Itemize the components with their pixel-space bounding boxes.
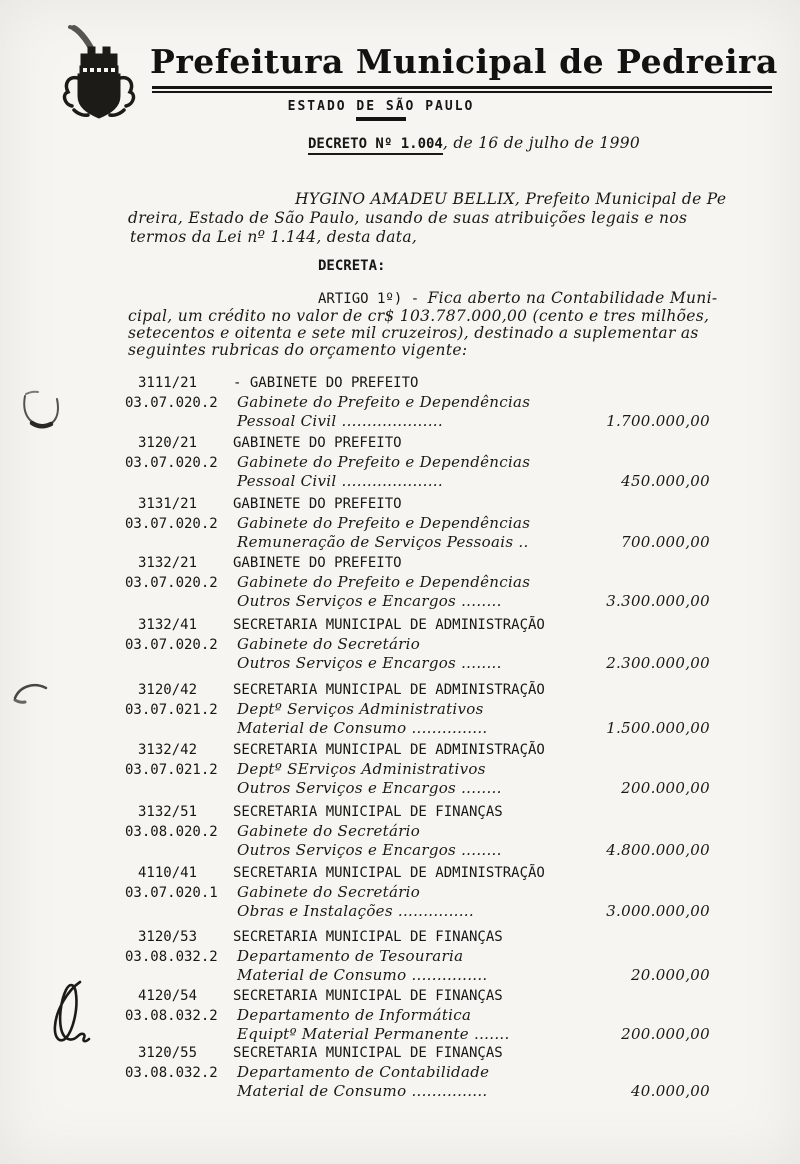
program-code: 03.07.021.2 <box>125 702 218 718</box>
budget-item: Obras e Instalações ............... <box>237 902 474 920</box>
budget-row <box>125 682 710 740</box>
budget-amount: 1.500.000,00 <box>606 719 710 737</box>
preamble-line: termos da Lei nº 1.144, desta data, <box>130 228 418 246</box>
budget-code: 3132/51 <box>138 804 198 820</box>
budget-row <box>125 496 710 554</box>
budget-code: 3120/55 <box>138 1045 198 1061</box>
program-code: 03.08.020.2 <box>125 824 218 840</box>
artigo-text: Fica aberto na Contabilidade Muni- <box>427 289 718 307</box>
budget-row <box>125 1045 710 1103</box>
budget-code: 3111/21 <box>138 375 198 391</box>
preamble-line: HYGINO AMADEU BELLIX, Prefeito Municipal de Pe <box>295 190 727 208</box>
decree-heading <box>308 133 640 152</box>
budget-row <box>125 435 710 493</box>
budget-row <box>125 742 710 800</box>
budget-code: 3132/41 <box>138 617 198 633</box>
budget-code: 3132/21 <box>138 555 198 571</box>
budget-amount: 200.000,00 <box>621 1025 710 1043</box>
budget-amount: 450.000,00 <box>621 472 710 490</box>
budget-item: Outros Serviços e Encargos ........ <box>237 592 502 610</box>
program-code: 03.07.020.2 <box>125 395 218 411</box>
budget-code: 3120/42 <box>138 682 198 698</box>
budget-code: 4120/54 <box>138 988 198 1004</box>
handwritten-initial-icon <box>40 976 100 1056</box>
state-subtitle: ESTADO DE SÃO PAULO <box>287 99 475 114</box>
budget-code: 3132/42 <box>138 742 198 758</box>
budget-heading: SECRETARIA MUNICIPAL DE FINANÇAS <box>233 988 503 1004</box>
program-code: 03.07.020.2 <box>125 455 218 471</box>
budget-amount: 3.300.000,00 <box>606 592 710 610</box>
budget-row <box>125 865 710 923</box>
artigo-line <box>318 288 717 307</box>
header-rule-thin <box>152 91 772 93</box>
program-code: 03.07.020.2 <box>125 516 218 532</box>
coat-of-arms-logo <box>52 24 152 128</box>
margin-curve-mark-icon <box>20 386 64 432</box>
artigo-label: ARTIGO 1º) - <box>318 291 428 307</box>
decree-date: , de 16 de julho de 1990 <box>442 134 641 152</box>
artigo-line: seguintes rubricas do orçamento vigente: <box>128 341 468 359</box>
budget-item: Remuneração de Serviços Pessoais .. <box>237 533 529 551</box>
program-code: 03.08.032.2 <box>125 949 218 965</box>
header-rule-thick <box>152 86 772 89</box>
budget-item: Material de Consumo ............... <box>237 966 488 984</box>
budget-amount: 20.000,00 <box>630 966 710 984</box>
budget-unit: Departamento de Tesouraria <box>237 947 464 965</box>
program-code: 03.08.032.2 <box>125 1065 218 1081</box>
budget-item: Outros Serviços e Encargos ........ <box>237 779 502 797</box>
budget-unit: Departamento de Informática <box>237 1006 472 1024</box>
budget-row <box>125 555 710 613</box>
budget-row <box>125 375 710 433</box>
budget-amount: 3.000.000,00 <box>606 902 710 920</box>
budget-amount: 700.000,00 <box>621 533 710 551</box>
budget-heading: GABINETE DO PREFEITO <box>233 435 402 451</box>
budget-heading: SECRETARIA MUNICIPAL DE FINANÇAS <box>233 929 503 945</box>
budget-code: 3131/21 <box>138 496 198 512</box>
budget-amount: 1.700.000,00 <box>606 412 710 430</box>
budget-unit: Gabinete do Secretário <box>237 635 421 653</box>
budget-unit: Gabinete do Prefeito e Dependências <box>237 453 531 471</box>
decree-number: DECRETO Nº 1.004 <box>308 136 443 155</box>
program-code: 03.07.020.1 <box>125 885 218 901</box>
budget-heading: - GABINETE DO PREFEITO <box>233 375 419 391</box>
budget-item: Material de Consumo ............... <box>237 719 488 737</box>
budget-heading: GABINETE DO PREFEITO <box>233 496 402 512</box>
budget-unit: Deptº SErviços Administrativos <box>237 760 486 778</box>
budget-amount: 4.800.000,00 <box>606 841 710 859</box>
preamble-line: dreira, Estado de São Paulo, usando de suas atribuições legais e nos <box>128 209 688 227</box>
budget-unit: Gabinete do Prefeito e Dependências <box>237 573 531 591</box>
budget-heading: SECRETARIA MUNICIPAL DE ADMINISTRAÇÃO <box>233 617 545 633</box>
budget-unit: Departamento de Contabilidade <box>237 1063 490 1081</box>
budget-row <box>125 617 710 675</box>
budget-item: Material de Consumo ............... <box>237 1082 488 1100</box>
budget-item: Pessoal Civil .................... <box>237 412 443 430</box>
budget-item: Outros Serviços e Encargos ........ <box>237 654 502 672</box>
budget-unit: Gabinete do Prefeito e Dependências <box>237 514 531 532</box>
budget-item: Outros Serviços e Encargos ........ <box>237 841 502 859</box>
subtitle-underline <box>356 117 406 121</box>
budget-code: 4110/41 <box>138 865 198 881</box>
decreta-label: DECRETA: <box>318 258 386 274</box>
program-code: 03.07.021.2 <box>125 762 218 778</box>
budget-item: Equiptº Material Permanente ....... <box>237 1025 510 1043</box>
budget-amount: 40.000,00 <box>630 1082 710 1100</box>
budget-unit: Gabinete do Secretário <box>237 883 421 901</box>
budget-unit: Gabinete do Secretário <box>237 822 421 840</box>
budget-heading: GABINETE DO PREFEITO <box>233 555 402 571</box>
budget-heading: SECRETARIA MUNICIPAL DE ADMINISTRAÇÃO <box>233 865 545 881</box>
budget-amount: 2.300.000,00 <box>606 654 710 672</box>
budget-row <box>125 804 710 862</box>
budget-heading: SECRETARIA MUNICIPAL DE FINANÇAS <box>233 1045 503 1061</box>
program-code: 03.07.020.2 <box>125 575 218 591</box>
budget-item: Pessoal Civil .................... <box>237 472 443 490</box>
program-code: 03.07.020.2 <box>125 637 218 653</box>
budget-row <box>125 988 710 1046</box>
budget-row <box>125 929 710 987</box>
budget-heading: SECRETARIA MUNICIPAL DE ADMINISTRAÇÃO <box>233 682 545 698</box>
budget-unit: Gabinete do Prefeito e Dependências <box>237 393 531 411</box>
margin-curve-mark-icon <box>12 678 50 706</box>
budget-code: 3120/53 <box>138 929 198 945</box>
artigo-line: cipal, um crédito no valor de cr$ 103.787.000,00 (cento e tres milhões, <box>128 307 710 325</box>
budget-heading: SECRETARIA MUNICIPAL DE ADMINISTRAÇÃO <box>233 742 545 758</box>
budget-heading: SECRETARIA MUNICIPAL DE FINANÇAS <box>233 804 503 820</box>
program-code: 03.08.032.2 <box>125 1008 218 1024</box>
budget-code: 3120/21 <box>138 435 198 451</box>
budget-unit: Deptº Serviços Administrativos <box>237 700 484 718</box>
budget-amount: 200.000,00 <box>621 779 710 797</box>
artigo-line: setecentos e oitenta e sete mil cruzeiros), destinado a suplementar as <box>128 324 699 342</box>
page-title: Prefeitura Municipal de Pedreira <box>150 42 778 81</box>
